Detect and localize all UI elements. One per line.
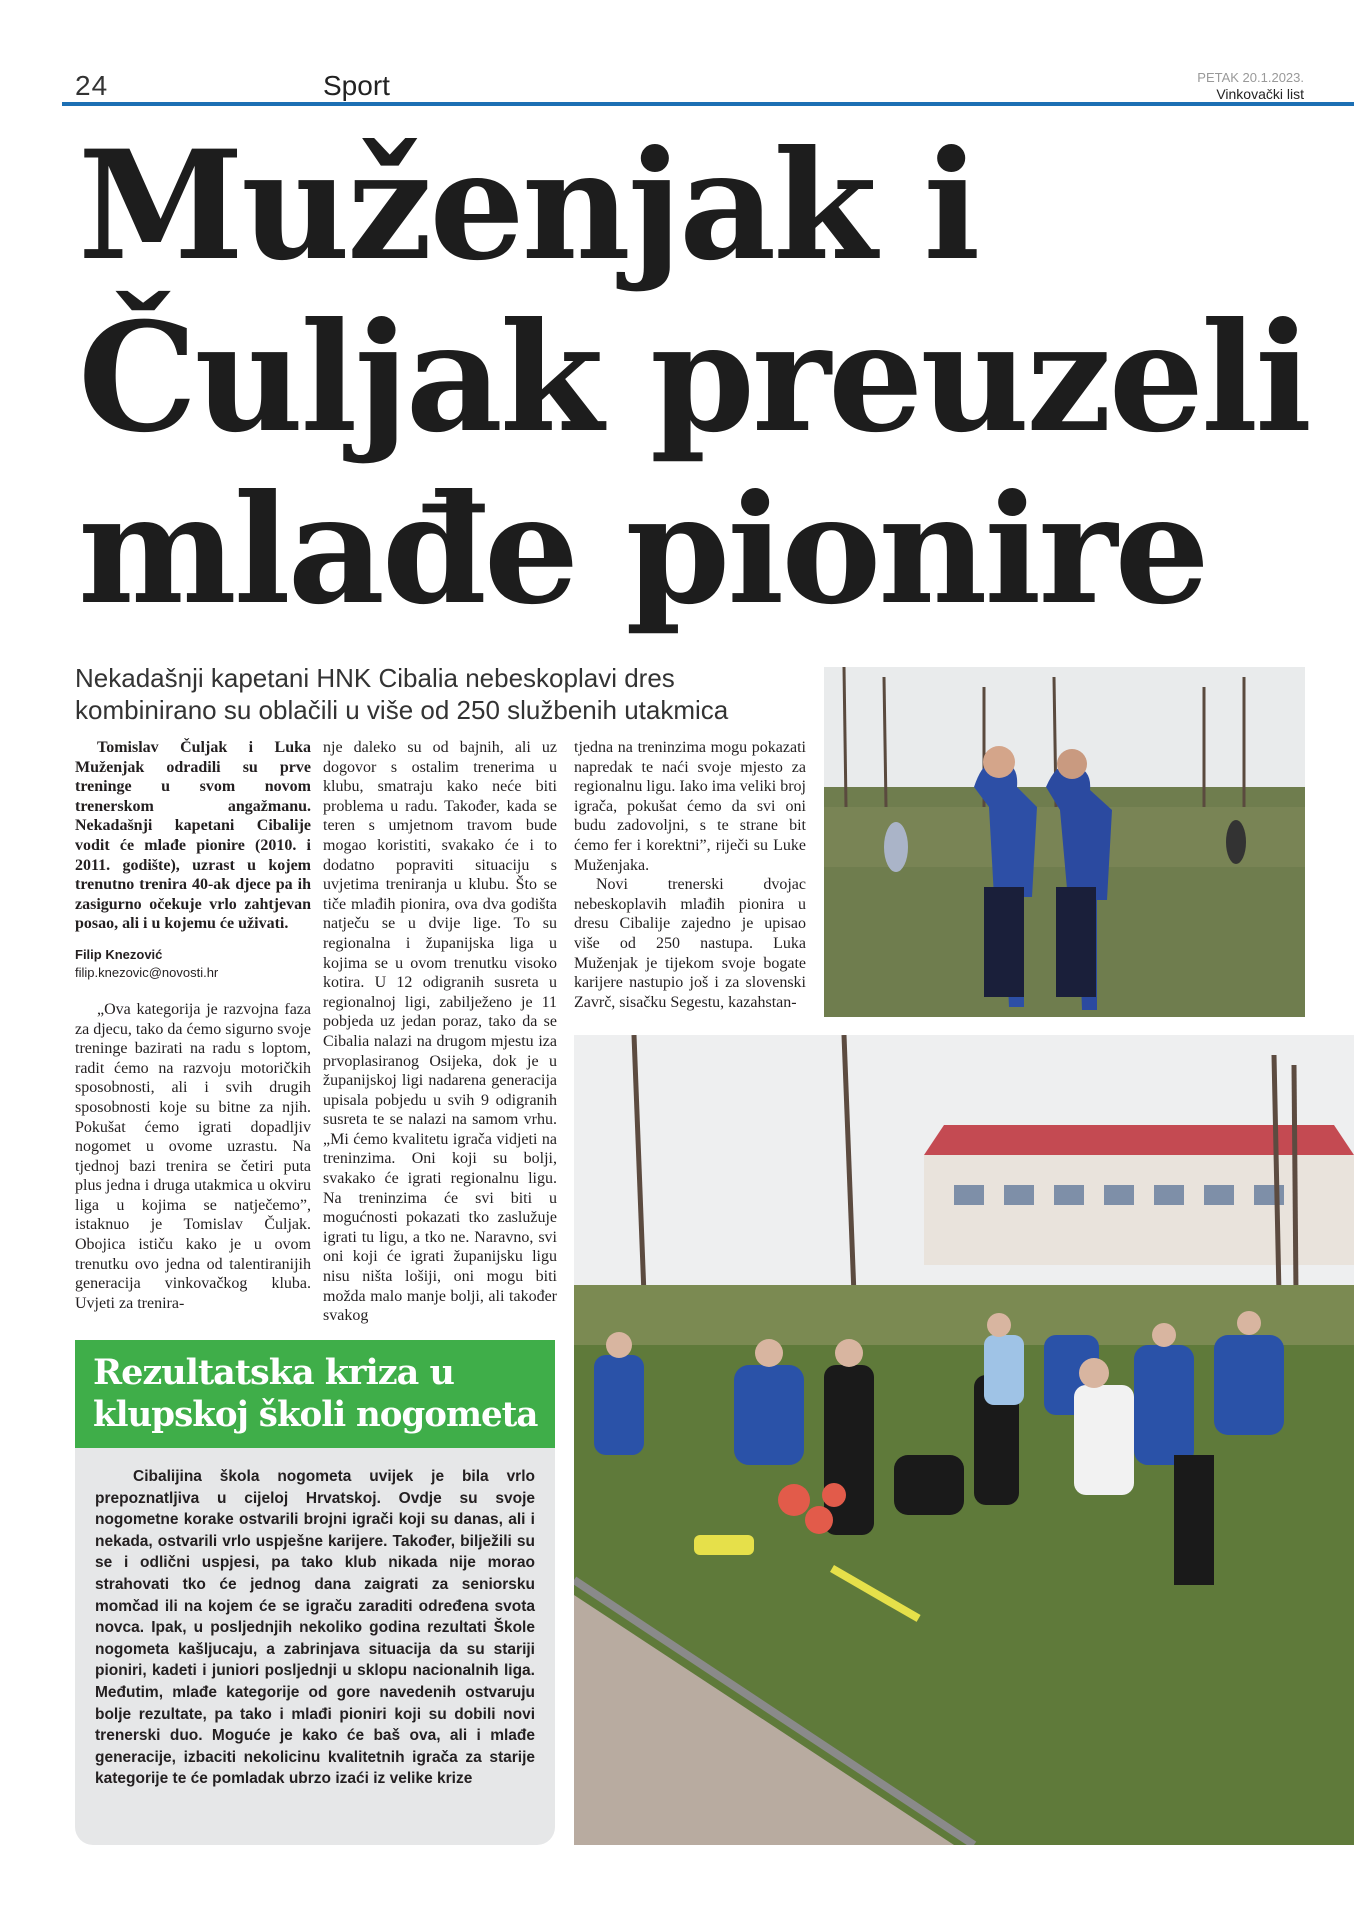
subtitle: Nekadašnji kapetani HNK Cibalia nebeskoplavi dres kombinirano su oblačili u više od 250 službenih utakmica (75, 663, 729, 725)
column-3 (574, 738, 806, 1012)
headline-line: Čuljak preuzeli (78, 290, 1310, 466)
photo-coaches (824, 667, 1305, 1017)
author-email[interactable]: filip.knezovic@novosti.hr (75, 964, 219, 980)
column-2 (323, 738, 557, 1326)
body-paragraph: tjedna na treninzima mogu pokazati napredak te naći svoje mjesto za regionalnu ligu. Iako ima veliki broj igrača, pokušat ćemo da svi oni budu zadovoljni, s te strane bit ćemo fer i korektni”, riječi su Luke Muženjaka. (574, 739, 806, 874)
page-number: 24 (75, 70, 109, 101)
headline-line: Muženjak i (78, 118, 978, 294)
author-name: Filip Knezović (75, 946, 163, 962)
sidebar-heading (75, 1340, 555, 1448)
publication-name: Vinkovački list (1216, 86, 1304, 102)
lead-paragraph: Tomislav Čuljak i Luka Muženjak odradili su prve treninge u svom novom trenerskom angažmanu. Nekadašnji kapetani Cibalije vodit će mlađe pionire (2010. i 2011. godište), uzrast u kojem trenutno trenira 40-ak djece pa ih zasigurno očekuje vrlo zahtjevan posao, ali i u kojemu će uživati. (75, 739, 311, 933)
sidebar-heading-line: klupskoj školi nogometa (93, 1394, 538, 1435)
body-paragraph: Novi trenerski dvojac nebeskoplavih mlađih pionira u dresu Cibalije zajedno je upisao više od 250 nastupa. Luka Muženjak je tijekom svoje bogate karijere nastupio još i za slovenski Zavrč, sisačku Segestu, kazahstan- (574, 876, 806, 1011)
header-rule (62, 102, 1354, 106)
issue-date: PETAK 20.1.2023. (1197, 70, 1304, 85)
column-1 (75, 738, 311, 1313)
headline-line: mlađe pionire (78, 462, 1207, 638)
body-paragraph: nje daleko su od bajnih, ali uz dogovor s ostalim trenerima u klubu, smatraju kako neće biti problema u radu. Također, kada se teren s umjetnom travom bude mogao koristiti, svakako će i to dodatno popraviti situaciju s uvjetima treniranja u klubu. Što se tiče mlađih pionira, ova dva godišta natječu se u dvije lige. To su regionalna i županijska liga u kojima se u ovom trenutku visoko kotira. U 12 odigranih susreta u regionalnoj ligi, zabilježeno je 11 pobjeda uz jedan poraz, tako da se Cibalia nalazi na drugom mjestu iza prvoplasiranog Osijeka, dok je u županijskoj ligi nadarena generacija upisala pobjedu u svih 9 odigranih susreta te se nalazi na samom vrhu. „Mi ćemo kvalitetu igrača vidjeti na treninzima. Oni koji su bolji, svakako će igrati regionalnu ligu. Na treninzima će svi biti u mogućnosti pokazati tko zaslužuje igrati tu ligu, a tko ne. Naravno, svi oni koji će igrati županijsku ligu nisu ništa lošiji, oni mogu biti možda malo manje bolji, ali također svakog (323, 739, 557, 1325)
sidebar-heading-line: Rezultatska kriza u (93, 1352, 454, 1393)
body-paragraph: „Ova kategorija je razvojna faza za djecu, tako da ćemo sigurno svoje treninge bazirati na radu s loptom, radit ćemo na razvoju motoričkih sposobnosti, ali i svih drugih sposobnosti koje su bitne za njih. Pokušat ćemo igrati dopadljiv nogomet u ovome uzrastu. Na tjednoj bazi trenira se četiri puta plus jedna i druga utakmica u okviru liga u kojima se natječemo”, istaknuo je Tomislav Čuljak. Obojica ističu kako je u ovom trenutku ovo jedna od talentiranijih generacija vinkovačkog kluba. Uvjeti za trenira- (75, 1000, 311, 1312)
photo-training (574, 1035, 1354, 1845)
section-label: Sport (323, 70, 390, 101)
sidebar-body: Cibalijina škola nogometa uvijek je bila vrlo prepoznatljiva u cijeloj Hrvatskoj. Ovdje su svoje nogometne korake ostvarili brojni igrači koji su danas, ali i nekada, ostvarili vrlo uspješne karijere. Također, bilježili su se i odlični uspjesi, pa tako klub nikada nije morao strahovati tko će jednog dana zaigrati za seniorsku momčad ili na kojem će se igraču zaraditi određena svota novca. Ipak, u posljednjih nekoliko godina rezultati Škole nogometa kašljucaju, a zabrinjava situacija da su stariji pioniri, kadeti i juniori posljednji u sklopu nacionalnih liga. Međutim, mlađe kategorije od gore navedenih ostvaruju bolje rezultate, pa tako i mlađi pioniri koji su dobili novi trenerski duo. Moguće je kako će baš ova, ali i mlađe generacije, izbaciti nekolicinu kvalitetnih igrača za starije kategorije te će pomladak ubrzo izaći iz velike krize (95, 1468, 535, 1788)
headline (78, 120, 1338, 636)
sidebar-box (75, 1448, 555, 1845)
